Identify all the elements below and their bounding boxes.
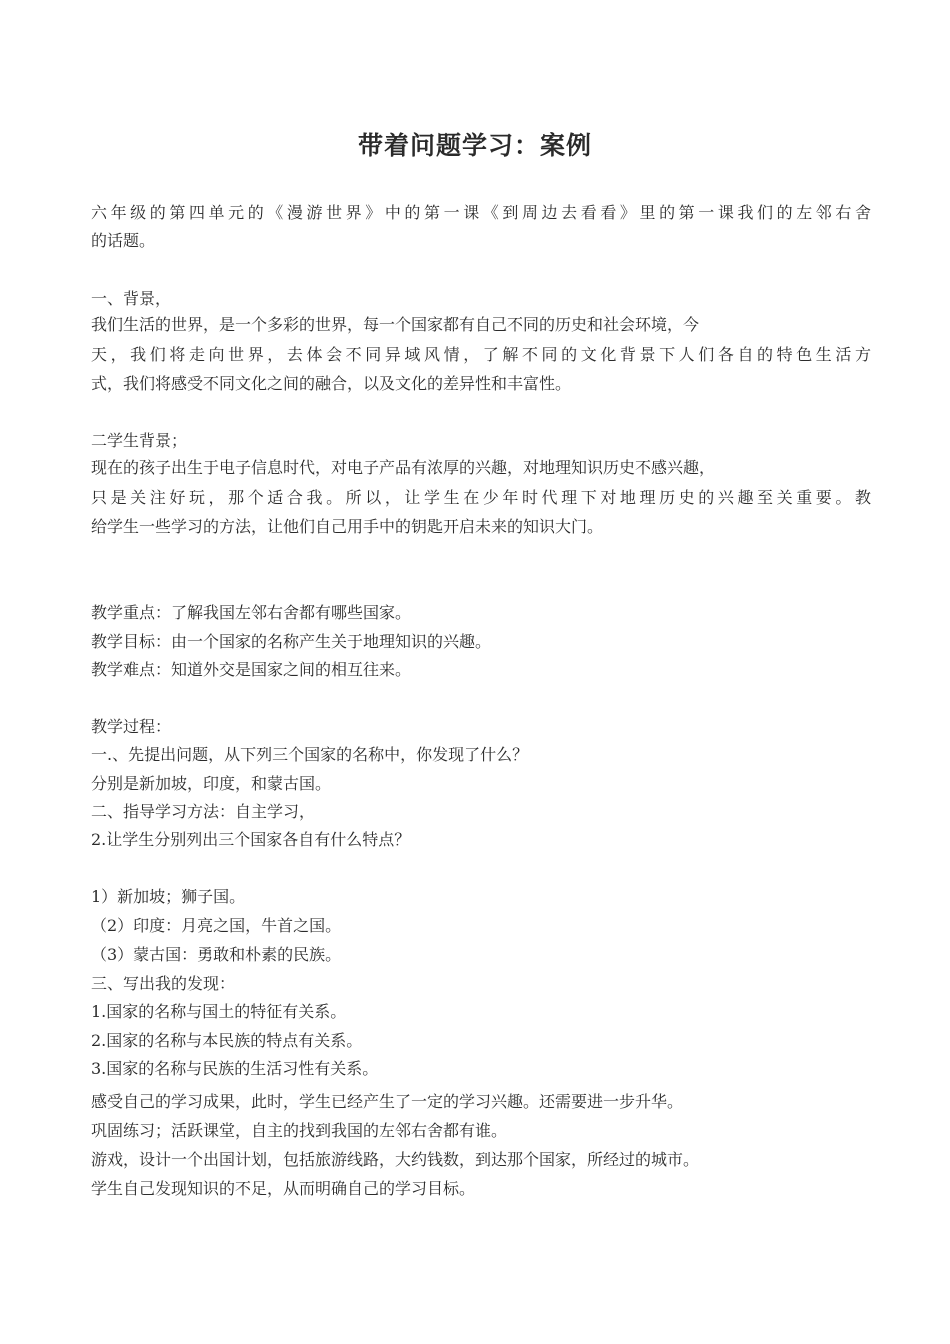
teaching-focus: 教学重点：了解我国左邻右舍都有哪些国家。 — [91, 603, 412, 622]
teaching-difficulty: 教学难点：知道外交是国家之间的相互往来。 — [91, 660, 412, 679]
document-title: 带着问题学习：案例 — [357, 131, 592, 160]
list-item: 3.国家的名称与民族的生活习性有关系。 — [91, 1059, 379, 1078]
section-heading: 教学过程： — [91, 717, 172, 736]
list-item: 2.国家的名称与本民族的特点有关系。 — [91, 1031, 363, 1050]
paragraph-line: 感受自己的学习成果，此时，学生已经产生了一定的学习兴趣。还需要进一步升华。 — [91, 1092, 684, 1111]
section-heading: 二学生背景； — [91, 431, 188, 450]
paragraph-line: 我们生活的世界，是一个多彩的世界，每一个国家都有自己不同的历史和社会环境，今 — [91, 315, 700, 334]
list-item: （2）印度：月亮之国，牛首之国。 — [91, 916, 342, 935]
paragraph-line: 的话题。 — [91, 231, 156, 250]
list-item: 1.国家的名称与国土的特征有关系。 — [91, 1002, 347, 1021]
paragraph-line: 学生自己发现知识的不足，从而明确自己的学习目标。 — [91, 1179, 476, 1198]
paragraph-line: 游戏，设计一个出国计划，包括旅游线路，大约钱数，到达那个国家，所经过的城市。 — [91, 1150, 700, 1169]
paragraph-line: 分别是新加坡，印度，和蒙古国。 — [91, 774, 332, 793]
teaching-goal: 教学目标：由一个国家的名称产生关于地理知识的兴趣。 — [91, 632, 492, 651]
paragraph-line: 六年级的第四单元的《漫游世界》中的第一课《到周边去看看》里的第一课我们的左邻右舍 — [91, 203, 871, 222]
paragraph-line: 2.让学生分别列出三个国家各自有什么特点？ — [91, 830, 411, 849]
section-heading: 三、写出我的发现： — [91, 974, 236, 993]
paragraph-line: 只是关注好玩，那个适合我。所以，让学生在少年时代理下对地理历史的兴趣至关重要。教 — [91, 488, 871, 507]
paragraph-line: 给学生一些学习的方法，让他们自己用手中的钥匙开启未来的知识大门。 — [91, 517, 604, 536]
paragraph-line: 二、指导学习方法：自主学习， — [91, 802, 316, 821]
paragraph-line: 天，我们将走向世界，去体会不同异域风情，了解不同的文化背景下人们各自的特色生活方 — [91, 345, 871, 364]
list-item: （3）蒙古国：勇敢和朴素的民族。 — [91, 945, 342, 964]
paragraph-line: 巩固练习；活跃课堂，自主的找到我国的左邻右舍都有谁。 — [91, 1121, 508, 1140]
paragraph-line: 一.、先提出问题，从下列三个国家的名称中，你发现了什么？ — [91, 745, 529, 764]
paragraph-line: 式，我们将感受不同文化之间的融合，以及文化的差异性和丰富性。 — [91, 374, 572, 393]
list-item: 1）新加坡；狮子国。 — [91, 887, 246, 906]
section-heading: 一、背景， — [91, 289, 172, 308]
paragraph-line: 现在的孩子出生于电子信息时代，对电子产品有浓厚的兴趣，对地理知识历史不感兴趣， — [91, 458, 716, 477]
